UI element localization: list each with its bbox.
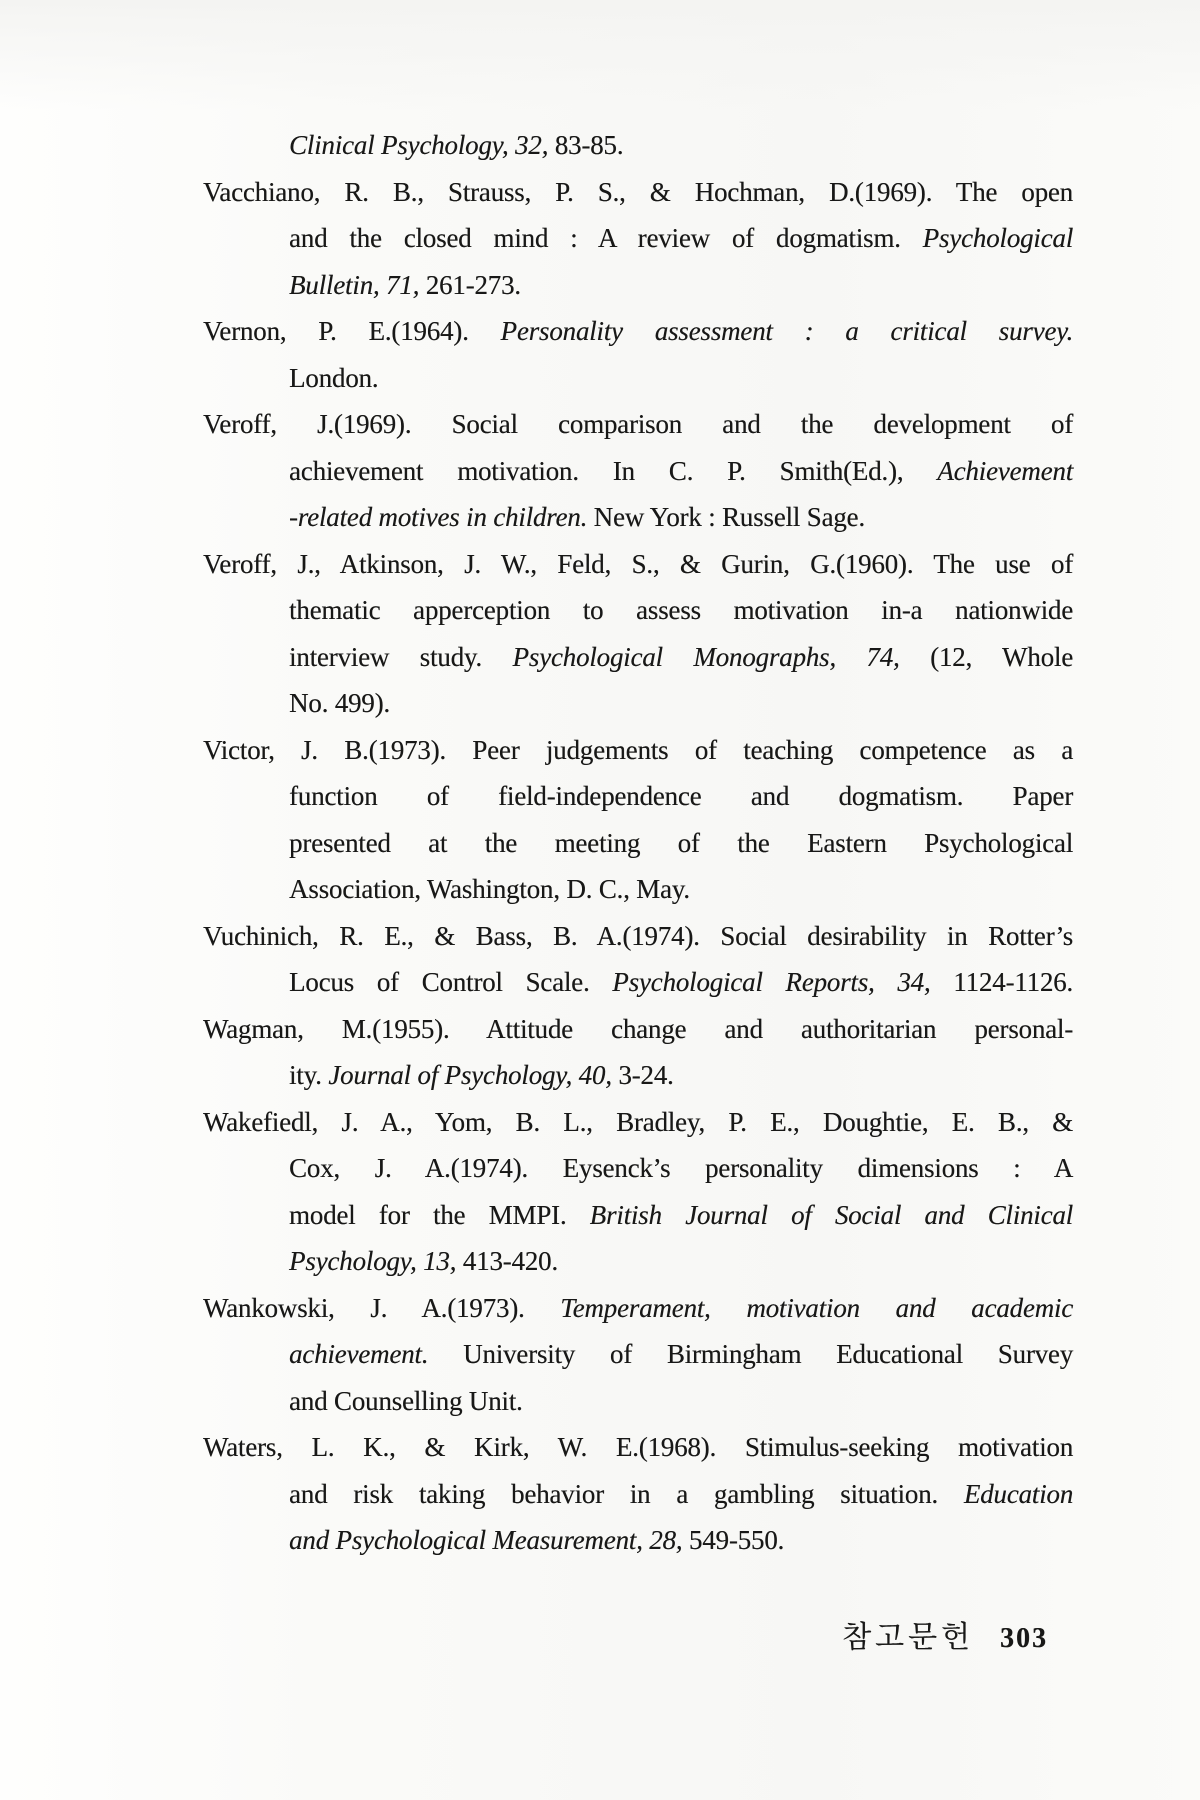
reference-line	[289, 448, 1073, 495]
reference-segment-italic: Psychological Monographs, 74,	[512, 641, 900, 672]
reference-segment-italic: Personality assessment : a critical survey.	[500, 316, 1074, 346]
reference-segment: Veroff, J.(1969). Social comparison and the development of	[203, 409, 1073, 439]
reference-line	[289, 494, 1073, 541]
reference-segment: and Counselling Unit.	[289, 1385, 523, 1416]
reference-segment-italic: Psychology, 13,	[289, 1246, 463, 1276]
reference-segment: 3-24.	[618, 1060, 674, 1090]
reference-segment: (12, Whole	[899, 641, 1073, 672]
references-list	[203, 122, 1073, 1564]
reference-segment-italic: and Psychological Measurement, 28,	[289, 1525, 689, 1555]
reference-segment-italic: Journal of Psychology, 40,	[328, 1060, 619, 1090]
reference-line	[289, 215, 1073, 262]
footer-section-label: 참고문헌	[842, 1621, 974, 1654]
reference-line	[203, 169, 1073, 216]
reference-segment: Cox, J. A.(1974). Eysenck’s personality dimensions : A	[289, 1153, 1073, 1183]
reference-segment: Wagman, M.(1955). Attitude change and authoritarian personal-	[203, 1013, 1073, 1044]
reference-segment: and risk taking behavior in a gambling situation.	[289, 1478, 964, 1509]
reference-line	[289, 1192, 1073, 1239]
reference-line	[289, 680, 1073, 727]
reference-segment-italic: Psychological	[922, 223, 1073, 253]
reference-line	[289, 122, 1073, 169]
page-footer	[842, 1612, 1048, 1656]
reference-segment: Veroff, J., Atkinson, J. W., Feld, S., & Gurin, G.(1960). The use of	[203, 548, 1073, 579]
reference-segment: interview study.	[289, 641, 513, 672]
reference-line	[203, 913, 1073, 960]
reference-segment: Wakefiedl, J. A., Yom, B. L., Bradley, P. E., Doughtie, E. B., &	[203, 1106, 1073, 1137]
reference-segment-italic: British Journal of Social and Clinical	[589, 1199, 1073, 1230]
reference-line	[203, 1099, 1073, 1146]
reference-segment-italic: Bulletin, 71,	[289, 269, 426, 300]
reference-segment: Victor, J. B.(1973). Peer judgements of teaching competence as a	[203, 734, 1073, 765]
reference-segment: New York : Russell Sage.	[593, 502, 865, 532]
reference-segment: function of field-independence and dogmatism. Paper	[289, 781, 1073, 811]
reference-segment: Vuchinich, R. E., & Bass, B. A.(1974). Social desirability in Rotter’s	[203, 920, 1073, 951]
reference-line	[289, 1331, 1073, 1378]
reference-line	[289, 866, 1073, 913]
reference-segment: 261-273.	[425, 269, 521, 300]
reference-segment-italic: Temperament, motivation and academic	[560, 1292, 1073, 1323]
reference-line	[289, 773, 1073, 820]
reference-segment: 1124-1126.	[953, 967, 1073, 997]
reference-line	[203, 541, 1073, 588]
reference-segment-italic: Clinical Psychology, 32,	[289, 130, 555, 160]
reference-line	[289, 1517, 1073, 1564]
reference-segment: University of Birmingham Educational Survey	[463, 1339, 1073, 1369]
reference-segment: achievement motivation. In C. P. Smith(Ed.),	[289, 455, 938, 486]
reference-segment: Waters, L. K., & Kirk, W. E.(1968). Stimulus-seeking motivation	[203, 1432, 1073, 1462]
reference-segment: model for the MMPI.	[289, 1199, 590, 1230]
reference-segment-italic: -related motives in children.	[289, 502, 594, 532]
reference-segment-italic: Psychological Reports, 34,	[612, 967, 954, 997]
reference-segment: No. 499).	[289, 688, 390, 718]
reference-segment: London.	[289, 362, 379, 393]
reference-segment: Wankowski, J. A.(1973).	[203, 1292, 561, 1323]
reference-line	[289, 355, 1073, 402]
reference-segment-italic: Achievement	[937, 455, 1073, 486]
reference-line	[289, 820, 1073, 867]
reference-line	[289, 634, 1073, 681]
reference-line	[289, 1052, 1073, 1099]
reference-segment: Locus of Control Scale.	[289, 967, 613, 997]
reference-segment-italic: Education	[963, 1478, 1073, 1509]
reference-segment: 413-420.	[462, 1246, 558, 1276]
footer-page-number: 303	[1000, 1623, 1048, 1654]
reference-line	[289, 1378, 1073, 1425]
reference-line	[289, 1471, 1073, 1518]
reference-segment: ity.	[289, 1060, 329, 1090]
reference-line	[203, 1006, 1073, 1053]
reference-segment-italic: achievement.	[289, 1339, 464, 1369]
reference-line	[203, 308, 1073, 355]
reference-segment: presented at the meeting of the Eastern Psychological	[289, 827, 1073, 858]
reference-line	[289, 587, 1073, 634]
reference-line	[289, 1238, 1073, 1285]
reference-segment: 549-550.	[688, 1525, 785, 1555]
reference-line	[289, 1145, 1073, 1192]
reference-segment: Vernon, P. E.(1964).	[203, 316, 501, 346]
reference-line	[203, 727, 1073, 774]
reference-line	[289, 262, 1073, 309]
reference-segment: and the closed mind : A review of dogmatism.	[289, 223, 923, 253]
reference-line	[203, 1285, 1073, 1332]
reference-segment: thematic apperception to assess motivation in-a nationwide	[289, 595, 1073, 625]
reference-segment: 83-85.	[554, 130, 624, 160]
reference-line	[289, 959, 1073, 1006]
reference-line	[203, 1424, 1073, 1471]
reference-segment: Vacchiano, R. B., Strauss, P. S., & Hochman, D.(1969). The open	[203, 176, 1073, 207]
reference-line	[203, 401, 1073, 448]
reference-segment: Association, Washington, D. C., May.	[289, 874, 690, 904]
